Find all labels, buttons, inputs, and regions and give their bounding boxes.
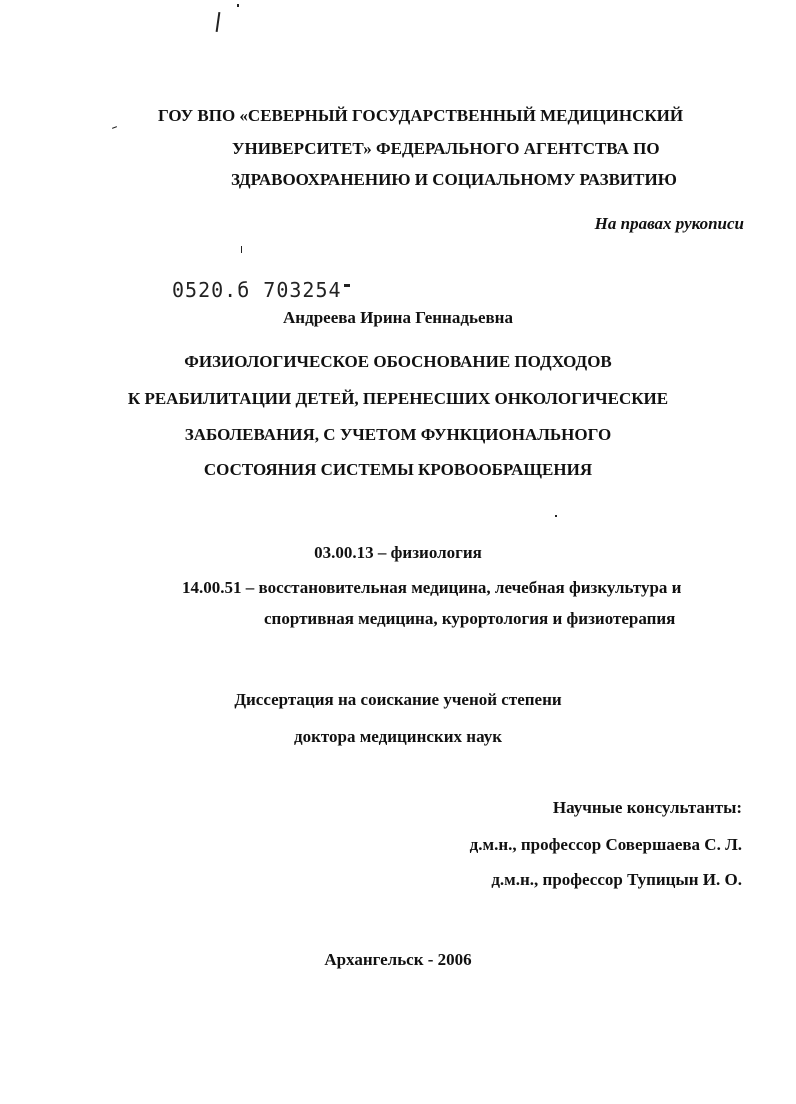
consultant-2: д.м.н., профессор Тупицын И. О. xyxy=(491,870,742,889)
title-line-1: ФИЗИОЛОГИЧЕСКОЕ ОБОСНОВАНИЕ ПОДХОДОВ xyxy=(184,352,612,371)
institution-line-3: ЗДРАВООХРАНЕНИЮ И СОЦИАЛЬНОМУ РАЗВИТИЮ xyxy=(231,170,677,189)
scan-artifact-mark xyxy=(555,515,557,517)
title-line-3: ЗАБОЛЕВАНИЯ, С УЧЕТОМ ФУНКЦИОНАЛЬНОГО xyxy=(184,425,612,444)
scan-artifact-mark xyxy=(241,246,242,253)
catalog-code xyxy=(172,278,350,302)
scan-artifact-mark xyxy=(112,126,117,129)
degree-line-2: доктора медицинских наук xyxy=(293,727,503,746)
title-line-4: СОСТОЯНИЯ СИСТЕМЫ КРОВООБРАЩЕНИЯ xyxy=(203,460,593,479)
specialty-line-3: спортивная медицина, курортология и физиотерапия xyxy=(264,609,676,628)
consultant-1: д.м.н., профессор Совершаева С. Л. xyxy=(469,835,742,854)
specialty-line-1: 03.00.13 – физиология xyxy=(314,543,482,562)
scan-artifact-mark xyxy=(216,12,221,32)
manuscript-note: На правах рукописи xyxy=(594,214,744,233)
author-name: Андреева Ирина Геннадьевна xyxy=(283,308,513,327)
scan-artifact-mark xyxy=(237,4,239,7)
degree-line-1: Диссертация на соискание ученой степени xyxy=(234,690,562,709)
place-year: Архангельск - 2006 xyxy=(324,950,472,969)
consultants-heading: Научные консультанты: xyxy=(552,798,742,817)
code-dash-mark xyxy=(344,284,350,287)
institution-line-1: ГОУ ВПО «СЕВЕРНЫЙ ГОСУДАРСТВЕННЫЙ МЕДИЦИНСКИЙ xyxy=(158,106,684,125)
specialty-line-2: 14.00.51 – восстановительная медицина, лечебная физкультура и xyxy=(182,578,682,597)
catalog-code-text: 0520.б 703254 xyxy=(172,278,342,302)
title-line-2: К РЕАБИЛИТАЦИИ ДЕТЕЙ, ПЕРЕНЕСШИХ ОНКОЛОГИЧЕСКИЕ xyxy=(127,389,669,408)
institution-line-2: УНИВЕРСИТЕТ» ФЕДЕРАЛЬНОГО АГЕНТСТВА ПО xyxy=(232,139,660,158)
